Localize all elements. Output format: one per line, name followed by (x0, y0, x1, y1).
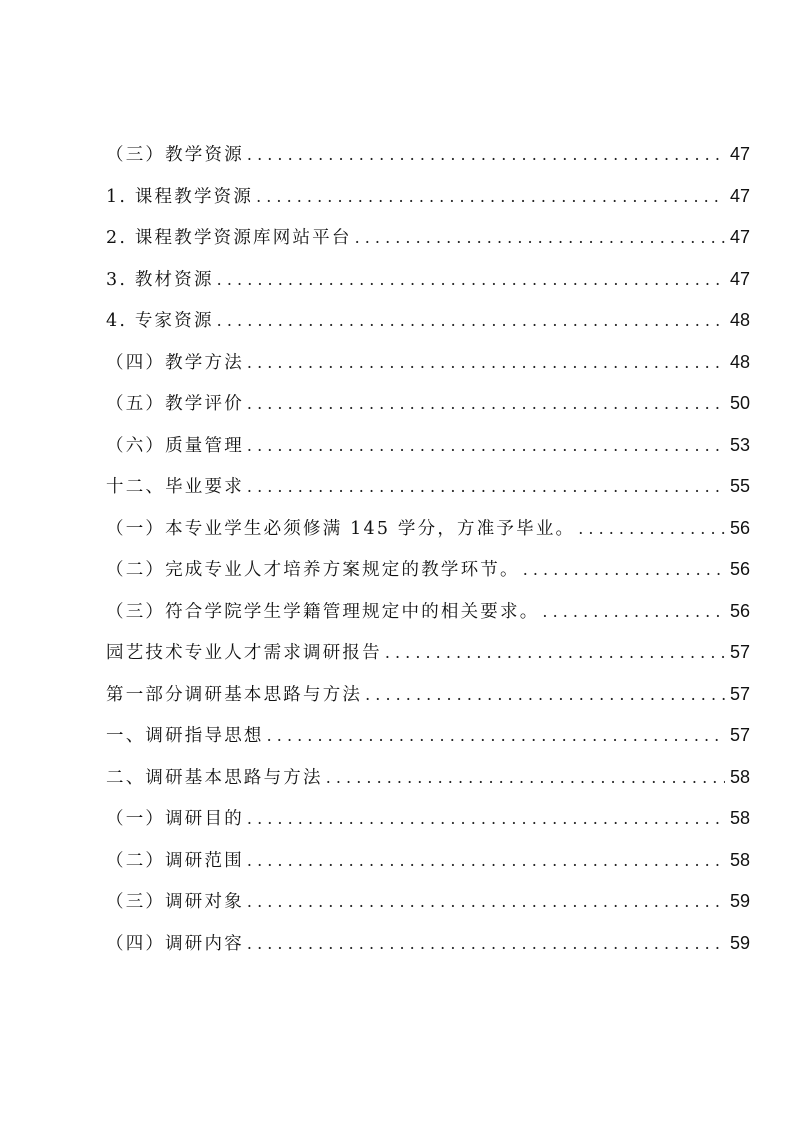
toc-entry-label: （三）调研对象 (106, 892, 244, 912)
toc-leader-dots (247, 846, 725, 876)
toc-entry-label: （四）教学方法 (106, 353, 244, 373)
toc-entry[interactable] (106, 637, 750, 667)
toc-entry[interactable] (106, 596, 750, 626)
toc-entry-label: （一）调研目的 (106, 809, 244, 829)
toc-entry-label: 园艺技术专业人才需求调研报告 (106, 643, 382, 663)
toc-entry[interactable] (106, 388, 750, 418)
toc-entry[interactable] (106, 762, 750, 792)
toc-leader-dots (247, 472, 725, 502)
toc-entry-label: （二）调研范围 (106, 851, 244, 871)
toc-page-number: 57 (729, 684, 750, 704)
toc-entry-label: 二、调研基本思路与方法 (106, 768, 323, 788)
toc-leader-dots (365, 680, 725, 710)
toc-leader-dots (247, 389, 725, 419)
toc-entry-label: 第一部分调研基本思路与方法 (106, 685, 363, 705)
toc-entry[interactable] (106, 181, 750, 211)
toc-entry[interactable] (106, 554, 750, 584)
toc-entry-label: （三）符合学院学生学籍管理规定中的相关要求。 (106, 602, 540, 622)
toc-page-number: 57 (729, 725, 750, 745)
toc-page-number: 47 (729, 144, 750, 164)
toc-entry[interactable] (106, 928, 750, 958)
toc-leader-dots (247, 929, 725, 959)
toc-entry-label: （三）教学资源 (106, 145, 244, 165)
toc-page-number: 57 (729, 642, 750, 662)
toc-entry[interactable] (106, 513, 750, 543)
toc-page-number: 58 (729, 767, 750, 787)
toc-entry[interactable] (106, 139, 750, 169)
toc-page-number: 55 (729, 476, 750, 496)
toc-page-number: 58 (729, 850, 750, 870)
toc-entry[interactable] (106, 679, 750, 709)
toc-leader-dots (247, 140, 725, 170)
toc-leader-dots (217, 306, 725, 336)
toc-entry-label: 4. 专家资源 (106, 311, 214, 331)
toc-page-number: 48 (729, 310, 750, 330)
toc-page-number: 56 (729, 518, 750, 538)
toc-page-number: 58 (729, 808, 750, 828)
toc-entry-label: 2. 课程教学资源库网站平台 (106, 228, 352, 248)
toc-leader-dots (247, 804, 725, 834)
toc-leader-dots (542, 597, 725, 627)
toc-entry-label: （五）教学评价 (106, 394, 244, 414)
toc-entry-label: 十二、毕业要求 (106, 477, 244, 497)
toc-leader-dots (355, 223, 725, 253)
toc-leader-dots (217, 265, 725, 295)
toc-leader-dots (247, 887, 725, 917)
toc-entry[interactable] (106, 471, 750, 501)
toc-entry[interactable] (106, 845, 750, 875)
toc-page-number: 47 (729, 186, 750, 206)
toc-entry[interactable] (106, 886, 750, 916)
toc-page-number: 59 (729, 933, 750, 953)
toc-page-number: 47 (729, 269, 750, 289)
toc-entry[interactable] (106, 720, 750, 750)
toc-entry-label: （二）完成专业人才培养方案规定的教学环节。 (106, 560, 520, 580)
toc-entry[interactable] (106, 347, 750, 377)
toc-leader-dots (247, 431, 725, 461)
toc-entry[interactable] (106, 803, 750, 833)
toc-page-number: 47 (729, 227, 750, 247)
toc-leader-dots (247, 348, 725, 378)
toc-page-number: 59 (729, 891, 750, 911)
toc-page-number: 53 (729, 435, 750, 455)
toc-leader-dots (523, 555, 725, 585)
toc-leader-dots (385, 638, 725, 668)
toc-leader-dots (267, 721, 725, 751)
toc-entry-label: 1. 课程教学资源 (106, 187, 254, 207)
toc-entry[interactable] (106, 222, 750, 252)
toc-entry-label: 3. 教材资源 (106, 270, 214, 290)
toc-entry-label: （一）本专业学生必须修满 145 学分，方准予毕业。 (106, 519, 576, 539)
toc-leader-dots (326, 763, 725, 793)
toc-entry[interactable] (106, 305, 750, 335)
toc-page-number: 50 (729, 393, 750, 413)
toc-leader-dots (256, 182, 725, 212)
toc-entry[interactable] (106, 264, 750, 294)
toc-page-number: 56 (729, 559, 750, 579)
toc-page-number: 56 (729, 601, 750, 621)
toc-entry-label: 一、调研指导思想 (106, 726, 264, 746)
toc-entry[interactable] (106, 430, 750, 460)
toc-page-number: 48 (729, 352, 750, 372)
toc-entry-label: （六）质量管理 (106, 436, 244, 456)
toc-entry-label: （四）调研内容 (106, 934, 244, 954)
toc-leader-dots (578, 514, 725, 544)
